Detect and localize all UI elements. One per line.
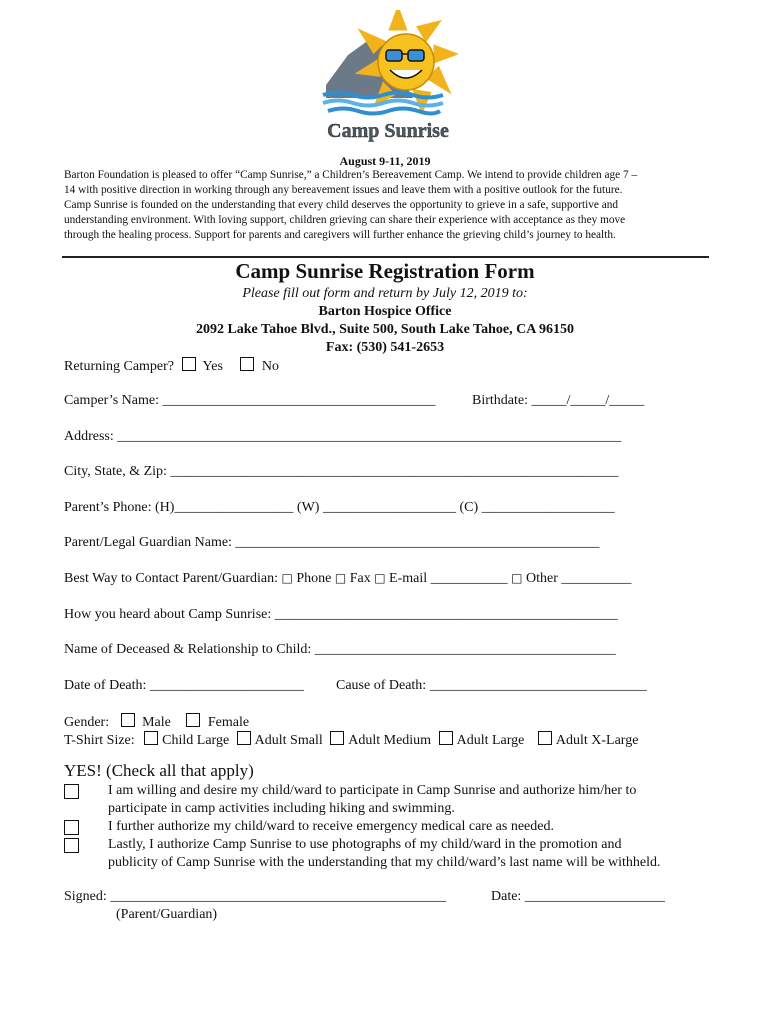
intro-paragraph xyxy=(64,168,714,243)
contact-other-field[interactable]: Other __________ xyxy=(526,571,632,586)
consent-participation-line: participate in camp activities including hiking and swimming. xyxy=(108,801,455,816)
contact-phone-label: Phone xyxy=(296,571,332,586)
tshirt-option-label: Adult Large xyxy=(456,733,525,748)
consent-participation-line: I am willing and desire my child/ward to participate in Camp Sunrise and authorize him/her to xyxy=(108,783,637,798)
consent-medical-line: I further authorize my child/ward to receive emergency medical care as needed. xyxy=(108,819,554,834)
tshirt-size-label: T-Shirt Size: xyxy=(64,733,135,748)
intro-line: Camp Sunrise is founded on the understanding that every child deserves the opportunity to grieve in a safe, supportive and xyxy=(64,199,619,211)
tshirt-option-label: Adult Small xyxy=(254,733,323,748)
gender-male-label: Male xyxy=(142,715,171,730)
cause-of-death-field[interactable]: Cause of Death: _______________________________ xyxy=(336,678,647,693)
gender-male-checkbox[interactable] xyxy=(121,713,135,727)
guardian-name-field[interactable]: Parent/Legal Guardian Name: ____________________________________________________ xyxy=(64,535,600,550)
tshirt-adult-small-checkbox[interactable] xyxy=(237,731,251,745)
address-field[interactable]: Address: ________________________________________________________________________ xyxy=(64,429,622,444)
contact-preference-label: Best Way to Contact Parent/Guardian: xyxy=(64,571,279,586)
heard-about-field[interactable]: How you heard about Camp Sunrise: _________________________________________________ xyxy=(64,607,618,622)
intro-line: through the healing process. Support for parents and caregivers will further enhance the grieving child’s journey to health. xyxy=(64,229,616,241)
tshirt-adult-large-checkbox[interactable] xyxy=(439,731,453,745)
return-instructions: Please fill out form and return by July 12, 2019 to: xyxy=(242,286,528,301)
city-state-zip-field[interactable]: City, State, & Zip: ________________________________________________________________ xyxy=(64,464,619,479)
contact-email-field[interactable]: E-mail ___________ xyxy=(389,571,508,586)
office-fax: Fax: (530) 541-2653 xyxy=(325,340,445,355)
consent-medical-checkbox[interactable] xyxy=(64,820,79,835)
signature-caption: (Parent/Guardian) xyxy=(116,907,218,922)
camp-sunrise-logo xyxy=(318,10,458,145)
contact-fax-label: Fax xyxy=(349,571,371,586)
deceased-relationship-field[interactable]: Name of Deceased & Relationship to Child: ___________________________________________ xyxy=(64,642,616,657)
returning-yes-label: Yes xyxy=(202,359,223,374)
divider-rule xyxy=(62,256,709,258)
gender-row xyxy=(64,713,249,731)
tshirt-adult-xlarge-checkbox[interactable] xyxy=(538,731,552,745)
intro-line: Barton Foundation is pleased to offer “Camp Sunrise,” a Children’s Bereavement Camp. We intend to provide children age 7 – xyxy=(64,169,638,181)
form-title: Camp Sunrise Registration Form xyxy=(235,259,535,283)
tshirt-adult-medium-checkbox[interactable] xyxy=(330,731,344,745)
gender-label: Gender: xyxy=(64,715,110,730)
returning-camper-label: Returning Camper? xyxy=(64,359,175,374)
signature-date-field[interactable]: Date: ____________________ xyxy=(491,889,665,904)
consent-photo-checkbox[interactable] xyxy=(64,838,79,853)
contact-phone-checkbox[interactable]: □ xyxy=(281,571,293,585)
consent-photo-line: Lastly, I authorize Camp Sunrise to use photographs of my child/ward in the promotion and xyxy=(108,837,622,852)
tshirt-option-label: Adult X-Large xyxy=(555,733,639,748)
office-address: 2092 Lake Tahoe Blvd., Suite 500, South Lake Tahoe, CA 96150 xyxy=(195,322,575,337)
returning-camper-row xyxy=(64,357,279,375)
office-name: Barton Hospice Office xyxy=(318,304,452,319)
returning-no-checkbox[interactable] xyxy=(240,357,254,371)
consent-heading: YES! (Check all that apply) xyxy=(64,761,254,780)
tshirt-child-large-checkbox[interactable] xyxy=(144,731,158,745)
parent-phone-field[interactable]: Parent’s Phone: (H)_________________ (W) ___________________ (C) ___________________ xyxy=(64,500,615,515)
contact-email-checkbox[interactable]: □ xyxy=(374,571,386,585)
tshirt-option-label: Child Large xyxy=(162,733,230,748)
gender-female-label: Female xyxy=(207,715,250,730)
tshirt-size-row xyxy=(64,731,638,749)
birthdate-field[interactable]: Birthdate: _____/_____/_____ xyxy=(472,393,645,408)
contact-preference-row xyxy=(64,571,631,587)
returning-yes-checkbox[interactable] xyxy=(182,357,196,371)
date-of-death-field[interactable]: Date of Death: ______________________ xyxy=(64,678,304,693)
returning-no-label: No xyxy=(261,359,280,374)
sun-logo-icon xyxy=(318,10,458,145)
contact-fax-checkbox[interactable]: □ xyxy=(334,571,347,585)
contact-other-checkbox[interactable]: □ xyxy=(511,571,523,585)
intro-line: 14 with positive direction in working through any bereavement issues and leave them with a positive outlook for the future. xyxy=(64,184,623,196)
signature-field[interactable]: Signed: ________________________________________________ xyxy=(64,889,447,904)
gender-female-checkbox[interactable] xyxy=(186,713,200,727)
consent-photo-line: publicity of Camp Sunrise with the understanding that my child/ward’s last name will be withheld. xyxy=(108,855,661,870)
consent-participation-checkbox[interactable] xyxy=(64,784,79,799)
camp-dates: August 9-11, 2019 xyxy=(339,154,431,168)
tshirt-option-label: Adult Medium xyxy=(348,733,432,748)
svg-text:Camp Sunrise: Camp Sunrise xyxy=(327,120,449,142)
intro-line: understanding environment. With loving support, children grieving can share their experience with acceptance as they move xyxy=(64,214,626,226)
camper-name-field[interactable]: Camper’s Name: _______________________________________ xyxy=(64,393,436,408)
